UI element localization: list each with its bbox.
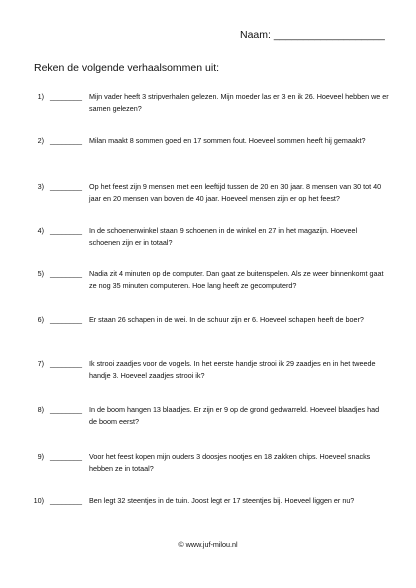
question-text: Er staan 26 schapen in de wei. In de schuur zijn er 6. Hoeveel schapen heeft de boer? [89,315,364,324]
answer-blank[interactable]: ________ [50,359,82,368]
question-text: Ik strooi zaadjes voor de vogels. In het eerste handje strooi ik 29 zaadjes en in het tweede handje 3. Hoeveel zaadjes strooi ik? [89,359,376,380]
question-text: Ben legt 32 steentjes in de tuin. Joost legt er 17 steentjes bij. Hoeveel liggen er nu? [89,496,355,505]
answer-blank[interactable]: ________ [50,452,82,461]
worksheet-title: Reken de volgende verhaalsommen uit: [34,62,220,74]
question-number: 8) [37,405,44,414]
name-field-label: Naam: ___________________ [240,29,385,41]
question-text: Mijn vader heeft 3 stripverhalen gelezen. Mijn moeder las er 3 en ik 26. Hoeveel hebben we er samen gelezen? [89,92,389,113]
question-number: 7) [37,359,44,368]
question-text: Nadia zit 4 minuten op de computer. Dan gaat ze buitenspelen. Als ze weer binnenkomt gaat ze nog 35 minuten computeren. Hoe lang heeft ze gecomputerd? [89,269,384,290]
copyright-footer: © www.juf-milou.nl [178,540,238,549]
answer-blank[interactable]: ________ [50,405,82,414]
question-number: 5) [37,269,44,278]
answer-blank[interactable]: ________ [50,136,82,145]
answer-blank[interactable]: ________ [50,182,82,191]
question-text: Milan maakt 8 sommen goed en 17 sommen fout. Hoeveel sommen heeft hij gemaakt? [89,136,366,145]
question-text: Op het feest zijn 9 mensen met een leeftijd tussen de 20 en 30 jaar. 8 mensen van 30 tot 40 jaar en 20 mensen van boven de 40 jaar. Hoeveel mensen zijn er op het feest? [89,182,382,203]
answer-blank[interactable]: ________ [50,269,82,278]
answer-blank[interactable]: ________ [50,315,82,324]
answer-blank[interactable]: ________ [50,92,82,101]
question-number: 1) [37,92,44,101]
question-number: 2) [37,136,44,145]
question-number: 10) [33,496,44,505]
question-number: 9) [37,452,44,461]
question-text: In de boom hangen 13 blaadjes. Er zijn er 9 op de grond gedwarreld. Hoeveel blaadjes had de boom eerst? [89,405,380,426]
question-number: 6) [37,315,44,324]
question-number: 3) [37,182,44,191]
question-text: Voor het feest kopen mijn ouders 3 doosjes nootjes en 18 zakken chips. Hoeveel snacks hebben ze in totaal? [89,452,371,473]
question-text: In de schoenenwinkel staan 9 schoenen in de winkel en 27 in het magazijn. Hoeveel schoenen zijn er in totaal? [89,226,358,247]
question-number: 4) [37,226,44,235]
answer-blank[interactable]: ________ [50,496,82,505]
answer-blank[interactable]: ________ [50,226,82,235]
